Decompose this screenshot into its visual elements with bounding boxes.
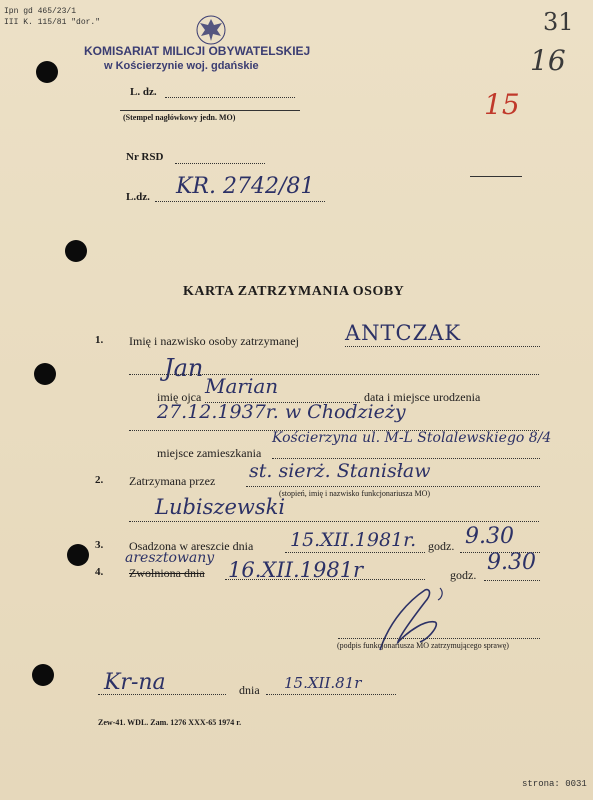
footer-day-label: dnia <box>239 683 260 697</box>
ldz-label: L.dz. <box>126 191 150 203</box>
field1-first-name-line <box>129 374 539 375</box>
corner-mark-31: 31 <box>543 8 574 36</box>
binder-hole <box>65 240 87 262</box>
field3-hour-label: godz. <box>428 539 455 553</box>
stamp-underline <box>120 110 300 111</box>
page-number: strona: 0031 <box>522 779 587 789</box>
father-label: imię ojca <box>157 390 202 404</box>
field2-line2 <box>129 521 539 522</box>
field3-label: Osadzona w areszcie dnia <box>129 539 254 553</box>
field3-date-line <box>285 552 425 553</box>
corner-mark-16: 16 <box>530 44 566 77</box>
footer-day: 15.XII.81r <box>284 674 362 692</box>
print-info: Zew-41. WDL. Zam. 1276 XXX-65 1974 r. <box>98 718 242 727</box>
right-dash <box>470 176 522 177</box>
field2-value: st. sierż. Stanisław <box>249 460 431 482</box>
field4-date: 16.XII.1981r <box>228 558 364 582</box>
stamp-ldz-label: L. dz. <box>130 86 157 98</box>
father-name: Marian <box>205 374 279 398</box>
residence-value: Kościerzyna ul. M-L Stolalewskiego 8/4 <box>272 430 552 446</box>
field3-date: 15.XII.1981r. <box>290 529 417 551</box>
binder-hole <box>32 664 54 686</box>
footer-day-line <box>266 694 396 695</box>
corner-mark-15-red: 15 <box>484 88 520 121</box>
ldz-value-line <box>155 201 325 202</box>
field2-number: 2. <box>95 474 104 486</box>
field4-hour-label: godz. <box>450 568 477 582</box>
stamp-caption: (Stempel nagłówkowy jedn. MO) <box>123 113 236 122</box>
footer-place-line <box>98 694 226 695</box>
field2-value2: Lubiszewski <box>155 495 286 519</box>
footer-place: Kr-na <box>104 670 166 695</box>
field3-number: 3. <box>95 539 104 551</box>
binder-hole <box>34 363 56 385</box>
eagle-emblem-icon <box>195 14 227 46</box>
field3-note: aresztowany <box>125 550 215 566</box>
signature-caption: (podpis funkcjonariusza MO zatrzymującego sprawę) <box>337 641 509 650</box>
field2-label: Zatrzymana przez <box>129 474 216 488</box>
nr-rsd-label: Nr RSD <box>126 151 164 163</box>
field4-label: Zwolniona dnia <box>129 566 205 580</box>
birth-value: 27.12.1937r. w Chodzieży <box>157 401 406 423</box>
signature-line <box>338 638 540 639</box>
archive-ref-line2: III K. 115/81 "dor." <box>4 18 101 27</box>
form-title: KARTA ZATRZYMANIA OSOBY <box>183 284 405 299</box>
nr-rsd-dotted-line <box>175 163 265 164</box>
residence-label: miejsce zamieszkania <box>157 446 262 460</box>
field1-line <box>345 346 540 347</box>
birth-label: data i miejsce urodzenia <box>364 390 481 404</box>
field2-caption: (stopień, imię i nazwisko funkcjonariusza MO) <box>279 489 431 498</box>
binder-hole <box>36 61 58 83</box>
field3-hour: 9.30 <box>465 524 514 549</box>
field1-label: Imię i nazwisko osoby zatrzymanej <box>129 334 299 348</box>
field1-first-name: Jan <box>164 354 204 382</box>
archive-ref-line1: Ipn gd 465/23/1 <box>4 7 77 16</box>
stamp-line1: KOMISARIAT MILICJI OBYWATELSKIEJ <box>84 44 311 58</box>
residence-line <box>272 458 540 459</box>
field4-hour: 9.30 <box>487 550 536 575</box>
stamp-line2: w Kościerzynie woj. gdańskie <box>104 60 259 72</box>
binder-hole <box>67 544 89 566</box>
ldz-dotted-line <box>165 97 295 98</box>
field4-hour-line <box>484 580 540 581</box>
ldz-value: KR. 2742/81 <box>176 174 315 199</box>
field1-surname: ANTCZAK <box>345 321 462 345</box>
field1-number: 1. <box>95 334 104 346</box>
field4-number: 4. <box>95 566 104 578</box>
field2-line <box>246 486 540 487</box>
